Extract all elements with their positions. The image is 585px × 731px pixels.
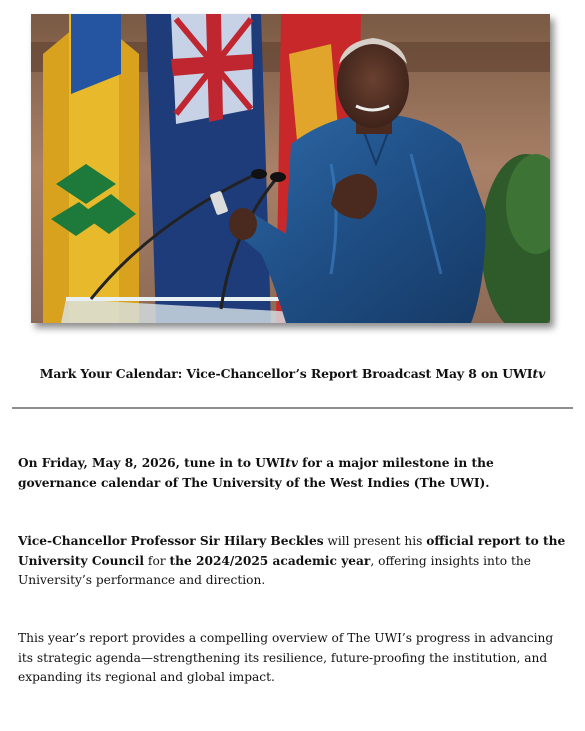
vc-name: Vice-Chancellor Professor Sir Hilary Beckles: [18, 534, 324, 548]
report-text-2: for: [144, 553, 170, 568]
report-bold-1: official report to the University Council: [18, 534, 566, 568]
intro-part2: for a major milestone in the governance calendar of The University of the West Indies (The UWI).: [18, 456, 494, 490]
headline-text: Mark Your Calendar: Vice-Chancellor’s Report Broadcast May 8 on UWI: [39, 366, 533, 381]
headline-tv: tv: [532, 366, 546, 381]
report-text-3: , offering insights into the University’s performance and direction.: [18, 553, 531, 587]
speaker-photo-illustration: [31, 14, 550, 323]
paragraph-overview: This year’s report provides a compelling overview of The UWI’s progress in advancing its strategic agenda—strengthening its resilience, future-proofing the institution, and expanding its regional and global impact.: [18, 631, 554, 684]
report-bold-2: the 2024/2025 academic year: [169, 553, 371, 568]
paragraph-intro: [18, 454, 570, 493]
intro-tv: tv: [285, 456, 298, 470]
hero-photo: [31, 14, 550, 323]
divider: [12, 407, 573, 409]
intro-part1: On Friday, May 8, 2026, tune in to UWI: [18, 456, 286, 470]
report-text-1: will present his: [323, 534, 427, 548]
paragraph-report: [18, 532, 570, 591]
headline: [0, 366, 585, 381]
